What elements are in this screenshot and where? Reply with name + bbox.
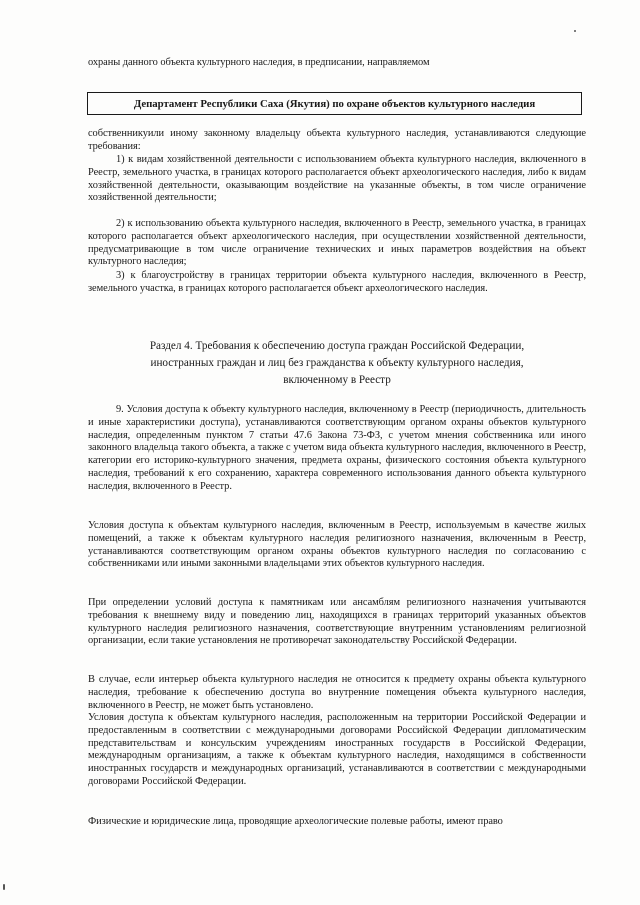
- intro-text: собственникуили иному законному владельцу объекта культурного наследия, устанавливаются следующие требования:: [88, 128, 586, 152]
- section-title-line-1: Раздел 4. Требования к обеспечению доступа граждан Российской Федерации,: [149, 340, 525, 352]
- requirement-item-2: 2) к использованию объекта культурного наследия, включенного в Реестр, земельного участка, в границах которого располагается объект археологического наследия, при осуществлении хозяйственной деятельности, предусматривающие в том числе ограничение технических и иных параметров воздействия на объект культурного наследия;: [88, 218, 586, 268]
- department-name: Департамент Республики Саха (Якутия) по охране объектов культурного наследия: [133, 97, 536, 110]
- top-continuation-line: охраны данного объекта культурного наследия, в предписании, направляемом: [88, 57, 430, 68]
- paragraph-diplomatic-objects: Условия доступа к объектам культурного наследия, расположенным на территории Российской Федерации и предоставленным в соответствии с международными договорами Российской Федерации дипломатическим представительствам и консульским учреждениям иностранных государств в Российской Федерации, международным организациям, а также к объектам культурного наследия, находящимся в собственности иностранных государств и международных организаций, устанавливаются в соответствии с международными договорами Российской Федерации.: [88, 712, 586, 787]
- paragraph-archaeological-works: Физические и юридические лица, проводящие археологические полевые работы, имеют право: [88, 816, 503, 827]
- section-title-line-2: иностранных граждан и лиц без гражданства к объекту культурного наследия,: [150, 356, 524, 369]
- paragraph-residential-religious-access: Условия доступа к объектам культурного наследия, включенным в Реестр, используемым в качестве жилых помещений, а также к объектам культурного наследия религиозного назначения, включенным в Реестр, устанавливаются соответствующим органом охраны объектов культурного наследия по согласованию с собственниками или иными законными владельцами этих объектов культурного наследия.: [88, 520, 586, 570]
- paragraph-interior-access: В случае, если интерьер объекта культурного наследия не относится к предмету охраны объекта культурного наследия, требование к обеспечению доступа во внутренние помещения объекта культурного наследия, включенного в Реестр, не может быть установлено.: [88, 674, 586, 711]
- scan-speck: [3, 884, 5, 890]
- requirement-item-1: 1) к видам хозяйственной деятельности с использованием объекта культурного наследия, включенного в Реестр, земельного участка, в границах которого располагается объект археологического наследия, либо к видам хозяйственной деятельности, оказывающим воздействие на указанные объекты, в том числе ограничение хозяйственной деятельности;: [88, 154, 586, 204]
- requirement-item-3: 3) к благоустройству в границах территории объекта культурного наследия, включенного в Реестр, земельного участка, в границах которого располагается объект археологического наследия.: [88, 270, 586, 294]
- paragraph-religious-requirements: При определении условий доступа к памятникам или ансамблям религиозного назначения учитываются требования к внешнему виду и поведению лиц, находящихся в границах территорий указанных объектов культурного наследия религиозного назначения, соответствующие внутренним установлениям религиозной организации, если такие установления не противоречат законодательству Российской Федерации.: [88, 597, 586, 647]
- section-title-line-3: включенному в Реестр: [283, 373, 391, 386]
- department-header-box: [87, 92, 582, 115]
- scan-speck: [574, 30, 576, 32]
- section-4-title: [88, 338, 586, 388]
- paragraph-9: 9. Условия доступа к объекту культурного наследия, включенному в Реестр (периодичность, длительность и иные характеристики доступа), устанавливаются соответствующим органом охраны объектов культурного наследия, определенным пунктом 7 статьи 47.6 Закона 73-ФЗ, с учетом мнения собственника или иного законного владельца такого объекта, а также с учетом вида объекта культурного наследия, включенного в Реестр, категории его историко-культурного значения, предмета охраны, физического состояния объекта культурного наследия, требований к его сохранению, характера современного использования данного объекта культурного наследия, включенного в Реестр.: [88, 404, 586, 492]
